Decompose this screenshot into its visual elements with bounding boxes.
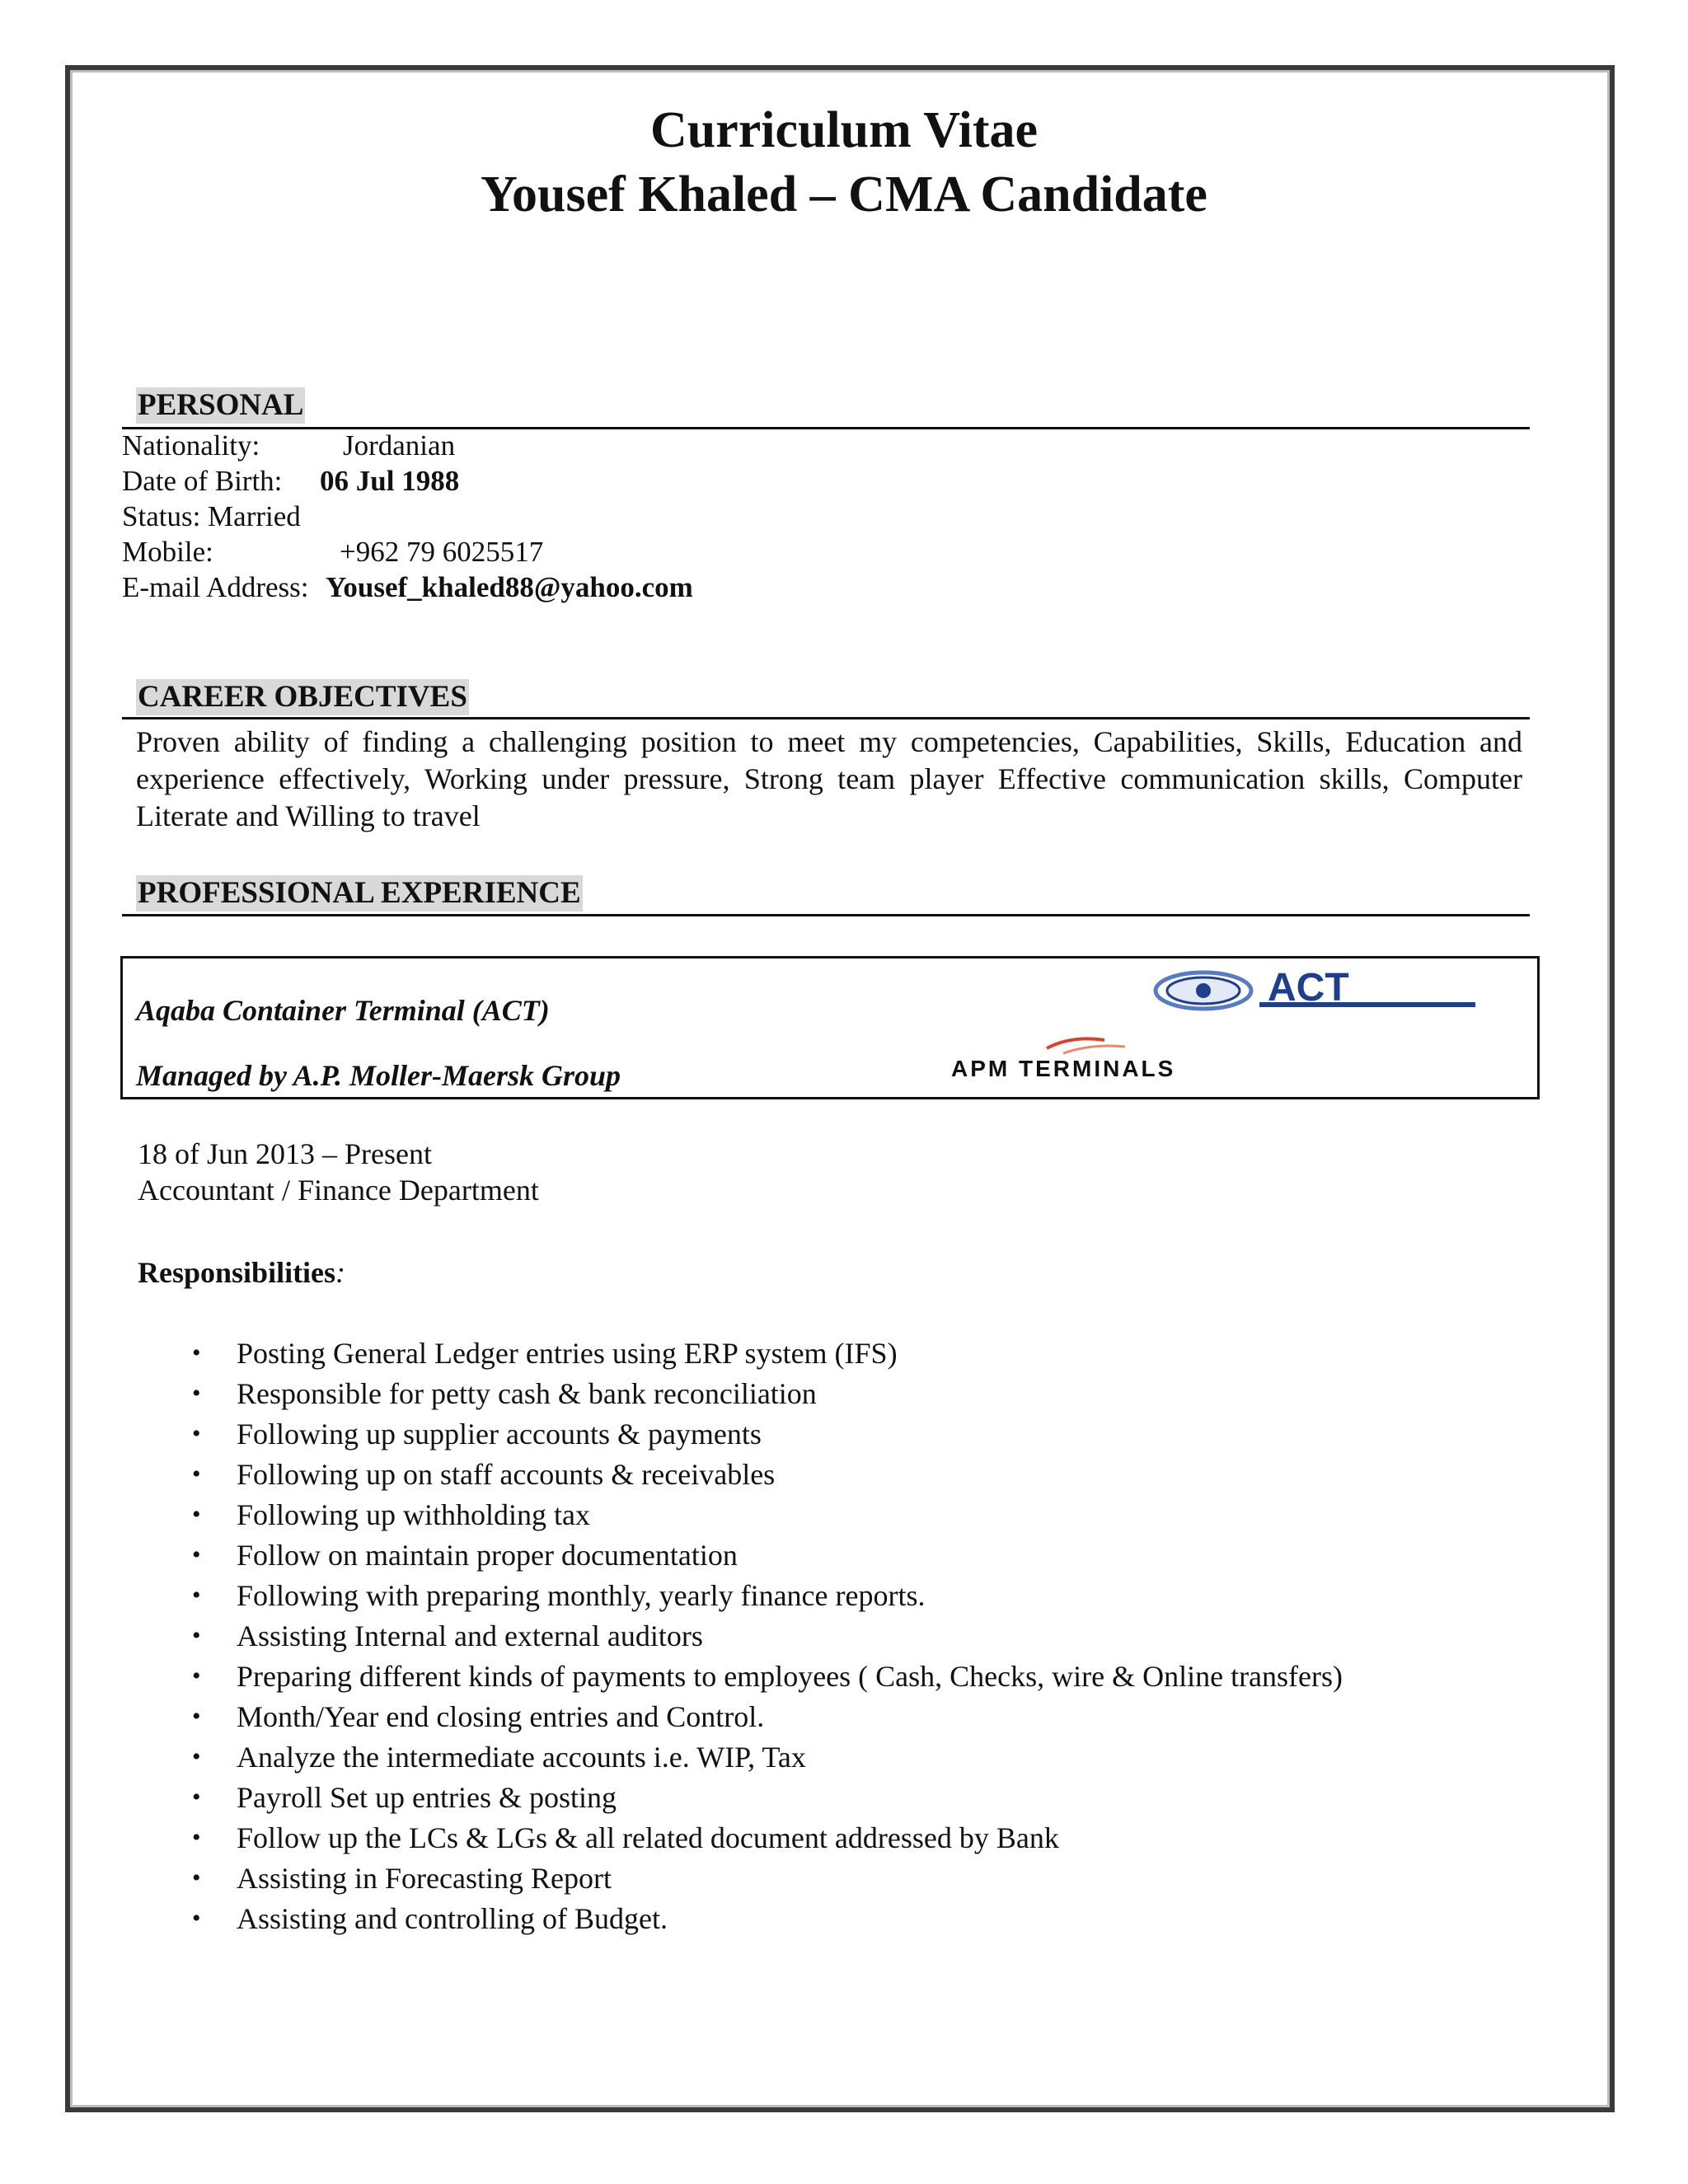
bullet: • <box>192 1420 201 1447</box>
act-logo-text: ACT <box>1268 966 1349 1010</box>
bullet: • <box>192 1864 201 1891</box>
career-objective-text: Proven ability of finding a challenging position to meet my competencies, Capabilities, Skills, Education and experience effectively, Working under pressure, Strong team player Effective communication skills, Computer Literate and Willing to travel <box>136 725 1522 832</box>
email-value[interactable]: Yousef_khaled88@yahoo.com <box>326 571 693 603</box>
responsibilities-colon: : <box>335 1256 346 1289</box>
bullet: • <box>192 1783 201 1811</box>
responsibility-text: Following up supplier accounts & payments <box>237 1418 762 1451</box>
mobile-value: +962 79 6025517 <box>340 536 544 568</box>
section-rule-experience <box>122 914 1530 916</box>
mobile-row <box>122 535 544 569</box>
section-rule-career <box>122 717 1530 719</box>
nationality-value: Jordanian <box>343 429 456 462</box>
document-subtitle: Yousef Khaled – CMA Candidate <box>481 166 1207 223</box>
bullet: • <box>192 1582 201 1609</box>
responsibilities-heading <box>138 1254 345 1291</box>
email-row <box>122 570 693 605</box>
responsibility-text: Assisting and controlling of Budget. <box>237 1902 668 1935</box>
bullet: • <box>192 1541 201 1568</box>
responsibility-text: Responsible for petty cash & bank reconciliation <box>237 1377 817 1410</box>
section-heading-career: CAREER OBJECTIVES <box>138 680 467 714</box>
bullet: • <box>192 1905 201 1932</box>
responsibility-text: Preparing different kinds of payments to employees ( Cash, Checks, wire & Online transfers) <box>237 1660 1343 1693</box>
email-label: E-mail Address: <box>122 571 309 603</box>
bullet: • <box>192 1662 201 1690</box>
responsibility-text: Analyze the intermediate accounts i.e. WIP, Tax <box>237 1741 806 1774</box>
responsibility-text: Follow up the LCs & LGs & all related document addressed by Bank <box>237 1821 1059 1854</box>
bullet: • <box>192 1622 201 1649</box>
bullet: • <box>192 1824 201 1851</box>
bullet: • <box>192 1380 201 1407</box>
job-role: Accountant / Finance Department <box>138 1174 539 1207</box>
company-name: Aqaba Container Terminal (ACT) <box>136 994 550 1027</box>
act-logo <box>1152 966 1482 1015</box>
apm-logo-text: APM TERMINALS <box>951 1056 1176 1080</box>
bullet: • <box>192 1703 201 1730</box>
dob-row <box>122 464 460 499</box>
status-row: Status: Married <box>122 500 301 532</box>
employment-period: 18 of Jun 2013 – Present <box>138 1137 432 1170</box>
dob-label: Date of Birth: <box>122 465 283 497</box>
bullet: • <box>192 1339 201 1366</box>
bullet: • <box>192 1743 201 1770</box>
section-heading-personal: PERSONAL <box>138 388 304 422</box>
bullet: • <box>192 1460 201 1488</box>
section-heading-experience: PROFESSIONAL EXPERIENCE <box>138 876 581 910</box>
company-managed-by: Managed by A.P. Moller-Maersk Group <box>136 1059 621 1092</box>
responsibility-text: Following with preparing monthly, yearly finance reports. <box>237 1579 926 1612</box>
responsibility-text: Assisting Internal and external auditors <box>237 1619 703 1652</box>
responsibility-text: Assisting in Forecasting Report <box>237 1862 612 1895</box>
responsibility-text: Follow on maintain proper documentation <box>237 1539 738 1572</box>
responsibility-text: Following up withholding tax <box>237 1498 591 1531</box>
nationality-label: Nationality: <box>122 429 260 462</box>
responsibility-text: Payroll Set up entries & posting <box>237 1781 617 1814</box>
bullet: • <box>192 1501 201 1528</box>
dob-value: 06 Jul 1988 <box>320 465 460 497</box>
responsibilities-label: Responsibilities <box>138 1256 336 1289</box>
responsibility-text: Following up on staff accounts & receivables <box>237 1458 776 1491</box>
nationality-row <box>122 429 456 463</box>
section-rule-personal <box>122 427 1530 429</box>
document-title: Curriculum Vitae <box>649 102 1039 158</box>
mobile-label: Mobile: <box>122 536 213 568</box>
responsibility-text: Posting General Ledger entries using ERP system (IFS) <box>237 1337 898 1370</box>
apm-terminals-logo <box>948 1030 1294 1080</box>
responsibility-text: Month/Year end closing entries and Control. <box>237 1700 765 1733</box>
